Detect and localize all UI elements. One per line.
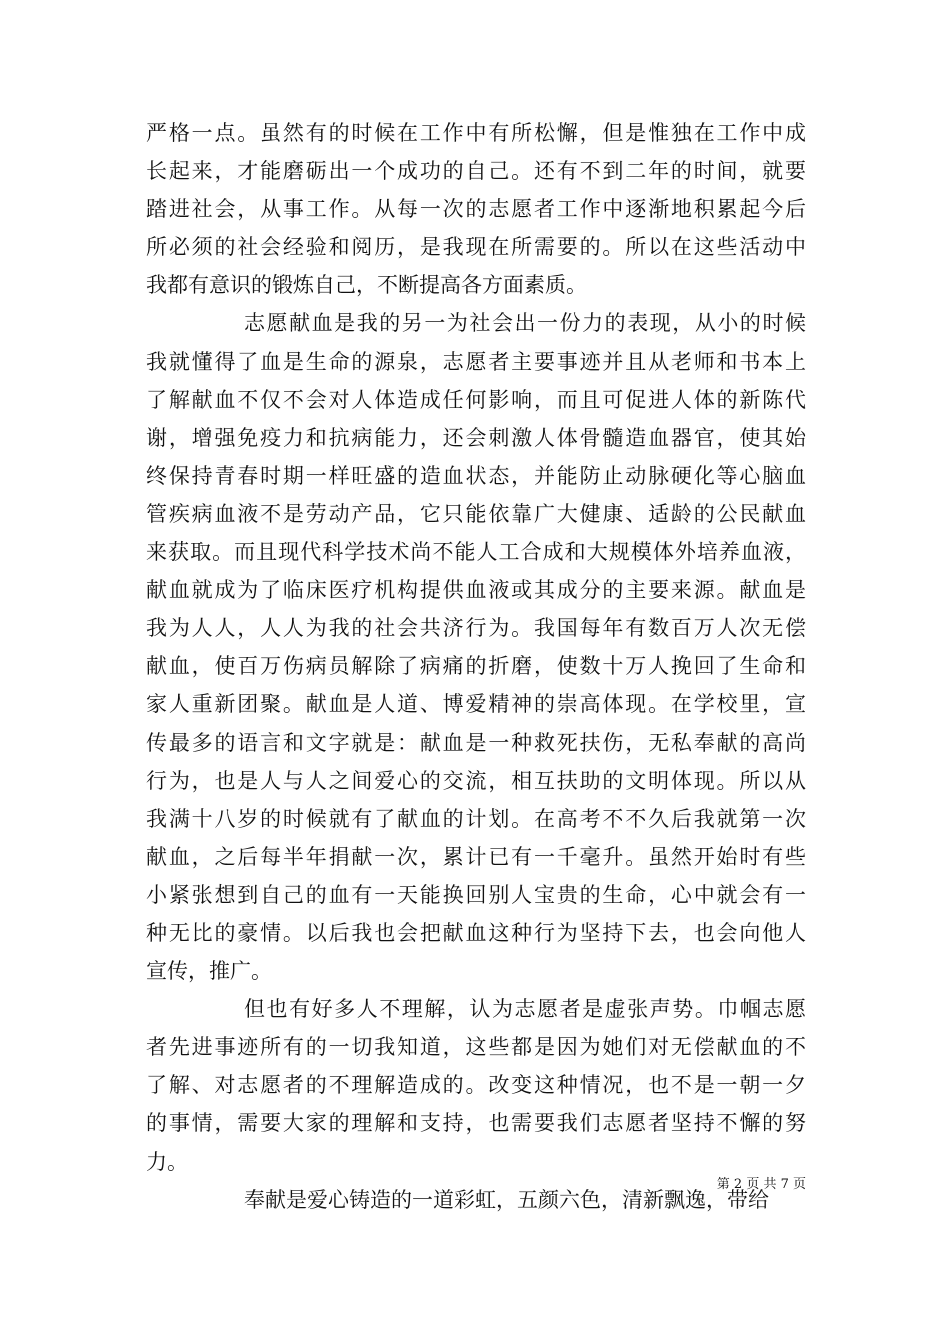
text-line: 宣传，推广。 [146,959,272,984]
body-text [146,114,806,1219]
text-line: 我都有意识的锻炼自己，不断提高各方面素质。 [146,273,587,298]
text-line: 来获取。而且现代科学技术尚不能人工合成和大规模体外培养血液， [146,540,806,565]
text-line: 但也有好多人不理解，认为志愿者是虚张声势。巾帼志愿 [244,997,806,1022]
text-line: 传最多的语言和文字就是：献血是一种救死扶伤，无私奉献的高尚 [146,730,806,755]
text-line: 献血就成为了临床医疗机构提供血液或其成分的主要来源。献血是 [146,578,806,603]
text-line: 管疾病血液不是劳动产品，它只能依靠广大健康、适龄的公民献血 [146,501,806,526]
text-line: 的事情，需要大家的理解和支持，也需要我们志愿者坚持不懈的努 [146,1111,806,1136]
text-line: 力。 [146,1149,188,1174]
paragraph [146,990,806,1180]
text-line: 行为，也是人与人之间爱心的交流，相互扶助的文明体现。所以从 [146,768,806,793]
text-line: 志愿献血是我的另一为社会出一份力的表现，从小的时候 [244,311,806,336]
text-line: 者先进事迹所有的一切我知道，这些都是因为她们对无偿献血的不 [146,1035,806,1060]
text-line: 了解献血不仅不会对人体造成任何影响，而且可促进人体的新陈代 [146,387,806,412]
text-line: 献血，之后每半年捐献一次，累计已有一千毫升。虽然开始时有些 [146,844,806,869]
text-line: 终保持青春时期一样旺盛的造血状态，并能防止动脉硬化等心脑血 [146,463,806,488]
text-line: 严格一点。虽然有的时候在工作中有所松懈，但是惟独在工作中成 [146,121,806,145]
text-line: 家人重新团聚。献血是人道、博爱精神的崇高体现。在学校里，宣 [146,692,806,717]
text-line: 种无比的豪情。以后我也会把献血这种行为坚持下去，也会向他人 [146,920,806,945]
text-line: 小紧张想到自己的血有一天能换回别人宝贵的生命，心中就会有一 [146,882,806,907]
text-line: 了解、对志愿者的不理解造成的。改变这种情况，也不是一朝一夕 [146,1073,806,1098]
text-line: 踏进社会，从事工作。从每一次的志愿者工作中逐渐地积累起今后 [146,197,806,222]
text-line: 所必须的社会经验和阅历，是我现在所需要的。所以在这些活动中 [146,235,806,260]
text-line: 我就懂得了血是生命的源泉，志愿者主要事迹并且从老师和书本上 [146,349,806,374]
text-line: 谢，增强免疫力和抗病能力，还会刺激人体骨髓造血器官，使其始 [146,425,806,450]
page-footer: 第 2 页 共 7 页 [716,1177,806,1192]
text-line: 长起来，才能磨砺出一个成功的自己。还有不到二年的时间，就要 [146,159,806,184]
paragraph [146,114,806,304]
paragraph [146,304,806,990]
text-line: 献血，使百万伤病员解除了病痛的折磨，使数十万人挽回了生命和 [146,654,806,679]
text-line: 我为人人，人人为我的社会共济行为。我国每年有数百万人次无偿 [146,616,806,641]
text-line: 我满十八岁的时候就有了献血的计划。在高考不不久后我就第一次 [146,806,806,831]
text-line: 奉献是爱心铸造的一道彩虹，五颜六色，清新飘逸，带给 [244,1187,769,1212]
